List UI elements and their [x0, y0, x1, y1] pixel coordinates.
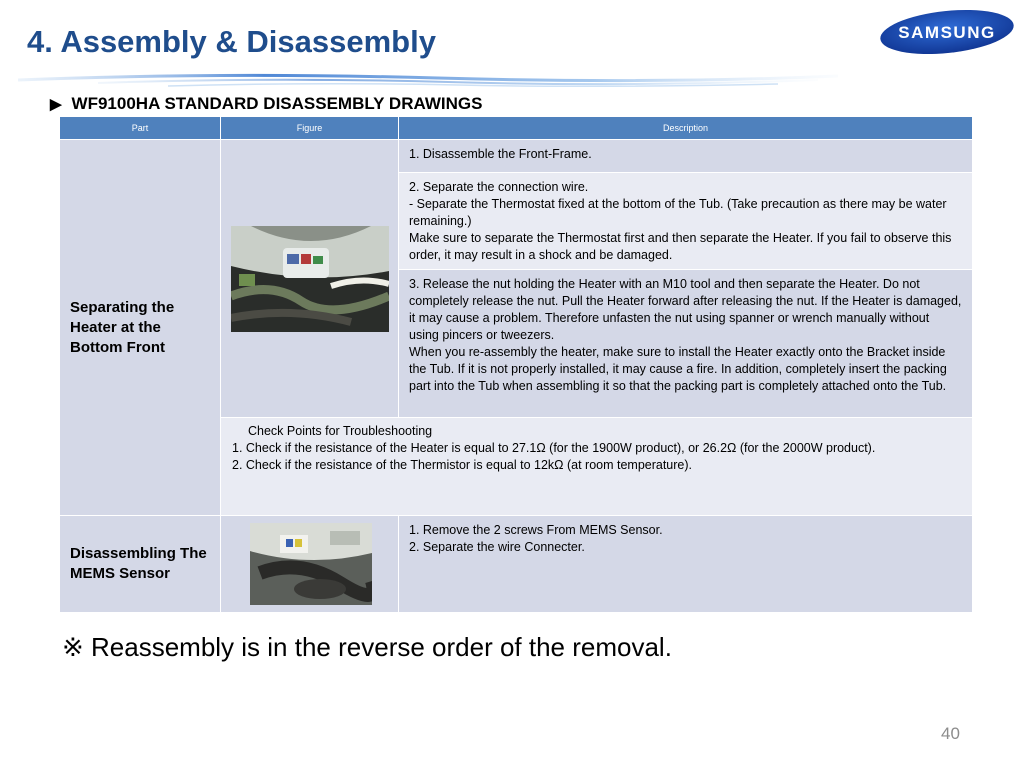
figure-mems: [221, 516, 398, 612]
header-figure: Figure: [221, 117, 398, 139]
reassembly-note: ※ Reassembly is in the reverse order of the removal.: [62, 632, 672, 662]
section-subtitle: [50, 94, 482, 114]
page-number: 40: [941, 724, 960, 743]
svg-text:SAMSUNG: SAMSUNG: [898, 23, 996, 42]
part-heater: Separating the Heater at the Bottom Front: [60, 140, 220, 515]
header-description: Description: [399, 117, 972, 139]
step-3: [399, 270, 972, 417]
step-2: [399, 173, 972, 269]
step-1: [399, 140, 972, 172]
check-points-title: Check Points for Troubleshooting: [248, 424, 433, 438]
samsung-logo: [878, 8, 1016, 56]
part-mems: Disassembling The MEMS Sensor: [60, 516, 220, 612]
step-2-line-2: - Separate the Thermostat fixed at the bottom of the Tub. (Take precaution as there may be water remaining.): [409, 197, 947, 228]
check-point-2: 2. Check if the resistance of the Thermistor is equal to 12kΩ (at room temperature).: [232, 458, 693, 472]
triangle-bullet-icon: ▶: [50, 96, 62, 113]
check-points: [221, 418, 972, 515]
header-part: Part: [60, 117, 220, 139]
mems-step-2: 2. Separate the wire Connecter.: [409, 540, 585, 554]
step-3-line-1: 3. Release the nut holding the Heater with an M10 tool and then separate the Heater. Do not completely release the nut. Pull the Heater forward after releasing the nut. If the Heater is damaged, it may cause a problem. Therefore unfasten the nut using spanner or wrench manually without using pincers or tweezers.: [409, 277, 962, 342]
step-2-line-3: Make sure to separate the Thermostat first and then separate the Heater. If you fail to observe this order, it may result in a shock and be damaged.: [409, 231, 952, 262]
check-point-1: 1. Check if the resistance of the Heater is equal to 27.1Ω (for the 1900W product), or 26.2Ω (for the 2000W product).: [232, 441, 876, 455]
subtitle-text: WF9100HA STANDARD DISASSEMBLY DRAWINGS: [71, 94, 483, 113]
mems-sensor-photo-icon: [250, 523, 372, 605]
title-underline-swoosh: [18, 70, 838, 92]
mems-steps: [399, 516, 972, 612]
disassembly-table: [60, 117, 972, 611]
step-1-text: 1. Disassemble the Front-Frame.: [409, 147, 592, 161]
step-2-line-1: 2. Separate the connection wire.: [409, 180, 589, 194]
figure-heater: [221, 140, 398, 417]
page-title: 4. Assembly & Disassembly: [27, 24, 436, 59]
mems-step-1: 1. Remove the 2 screws From MEMS Sensor.: [409, 523, 663, 537]
step-3-line-2: When you re-assembly the heater, make sure to install the Heater exactly onto the Bracket inside the Tub. If it is not properly installed, it may cause a fire. In addition, completely insert the packing part into the Tub when assembling it so that the packing part is completely attached onto the Tub.: [409, 345, 947, 393]
heater-photo-icon: [231, 226, 389, 332]
